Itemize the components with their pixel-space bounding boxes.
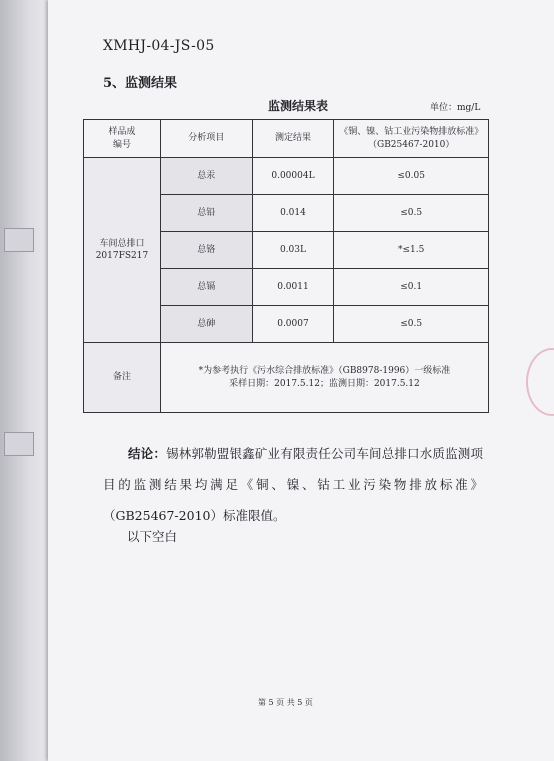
item-cell: 总铅 — [160, 195, 252, 232]
result-cell: 0.0011 — [252, 269, 334, 306]
blank-note: 以下空白 — [127, 529, 178, 544]
header-standard: 《铜、镍、钴工业污染物排放标准》 （GB25467-2010） — [334, 120, 489, 158]
result-cell: 0.00004L — [252, 158, 334, 195]
item-cell: 总铬 — [160, 232, 252, 269]
header-sample: 样品成 编号 — [84, 120, 161, 158]
item-cell: 总镉 — [160, 269, 252, 306]
binding-mark — [4, 228, 34, 252]
item-cell: 总汞 — [160, 158, 252, 195]
section-title: 5、监测结果 — [103, 76, 178, 91]
conclusion-paragraph — [103, 438, 483, 531]
page-number: 第 5 页 共 5 页 — [258, 698, 313, 707]
limit-cell: ≤0.5 — [334, 306, 489, 343]
limit-cell: *≤1.5 — [334, 232, 489, 269]
binding-strip — [0, 0, 48, 761]
conclusion-lead: 结论： — [128, 446, 167, 461]
results-table — [83, 119, 489, 413]
header-result: 测定结果 — [252, 120, 334, 158]
remark-label: 备注 — [84, 343, 161, 413]
document-page — [48, 0, 554, 761]
limit-cell: ≤0.1 — [334, 269, 489, 306]
result-cell: 0.014 — [252, 195, 334, 232]
limit-cell: ≤0.05 — [334, 158, 489, 195]
table-row — [84, 158, 489, 195]
result-cell: 0.03L — [252, 232, 334, 269]
header-item: 分析项目 — [160, 120, 252, 158]
unit-label: 单位：mg/L — [430, 103, 481, 113]
table-caption: 监测结果表 — [268, 99, 329, 113]
seal-stamp — [526, 348, 554, 416]
remark-row — [84, 343, 489, 413]
binding-mark — [4, 432, 34, 456]
table-header-row — [84, 120, 489, 158]
document-code: XMHJ-04-JS-05 — [103, 38, 215, 54]
sample-id-cell: 车间总排口 2017FS217 — [84, 158, 161, 343]
remark-text: *为参考执行《污水综合排放标准》（GB8978-1996）一级标准 采样日期：2017.5.12；监测日期：2017.5.12 — [160, 343, 488, 413]
item-cell: 总砷 — [160, 306, 252, 343]
limit-cell: ≤0.5 — [334, 195, 489, 232]
conclusion-text: 锡林郭勒盟银鑫矿业有限责任公司车间总排口水质监测项目的监测结果均满足《铜、镍、钴工业污染物排放标准》（GB25467-2010）标准限值。 — [103, 446, 483, 523]
result-cell: 0.0007 — [252, 306, 334, 343]
